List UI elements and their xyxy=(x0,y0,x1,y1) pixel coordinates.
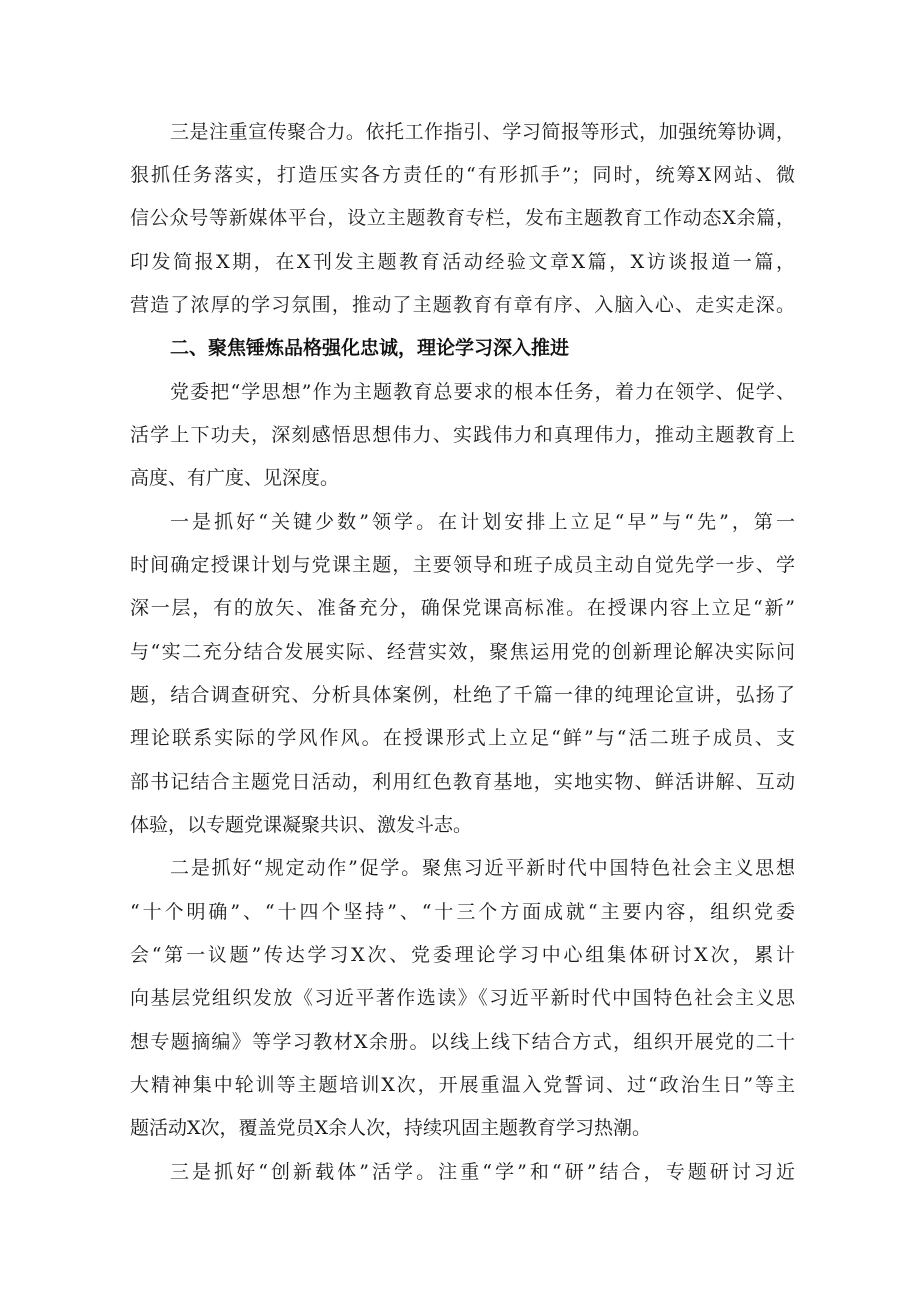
paragraph-line: 营造了浓厚的学习氛围，推动了主题教育有章有序、入脑入心、走实走深。 xyxy=(130,294,795,316)
paragraph-line: 三是抓好“创新载体”活学。注重“学”和“研”结合，专题研讨习近 xyxy=(170,1161,795,1183)
paragraph-line: 深一层，有的放矢、准备充分，确保党课高标准。在授课内容上立足“新” xyxy=(130,597,795,619)
paragraph-line: 信公众号等新媒体平台，设立主题教育专栏，发布主题教育工作动态X余篇， xyxy=(130,207,795,229)
paragraph-line: 会“第一议题”传达学习X次、党委理论学习中心组集体研讨X次，累计 xyxy=(130,944,795,966)
paragraph-line: 理论联系实际的学风作风。在授课形式上立足“鲜”与“活二班子成员、支 xyxy=(130,727,795,749)
paragraph-line: 体验，以专题党课凝聚共识、激发斗志。 xyxy=(130,814,473,836)
paragraph-line: 与“实二充分结合发展实际、经营实效，聚焦运用党的创新理论解决实际问 xyxy=(130,641,795,663)
paragraph-line: 题，结合调查研究、分析具体案例，杜绝了千篇一律的纯理论宣讲，弘扬了 xyxy=(130,684,795,706)
paragraph-line: “十个明确”、“十四个坚持”、“十三个方面成就“主要内容，组织党委 xyxy=(130,901,795,923)
paragraph-line: 党委把“学思想”作为主题教育总要求的根本任务，着力在领学、促学、 xyxy=(170,381,795,403)
paragraph-line: 题活动X次，覆盖党员X余人次，持续巩固主题教育学习热潮。 xyxy=(130,1117,652,1139)
paragraph-line: 三是注重宣传聚合力。依托工作指引、学习简报等形式，加强统筹协调， xyxy=(170,121,795,143)
paragraph-line: 想专题摘编》等学习教材X余册。以线上线下结合方式，组织开展党的二十 xyxy=(130,1031,795,1053)
paragraph-line: 时间确定授课计划与党课主题，主要领导和班子成员主动自觉先学一步、学 xyxy=(130,554,795,576)
paragraph-line: 印发简报X期，在X刊发主题教育活动经验文章X篇，X访谈报道一篇， xyxy=(130,251,795,273)
paragraph-line: 活学上下功夫，深刻感悟思想伟力、实践伟力和真理伟力，推动主题教育上 xyxy=(130,424,795,446)
paragraph-line: 向基层党组织发放《习近平著作选读》《习近平新时代中国特色社会主义思 xyxy=(130,987,795,1009)
paragraph-line: 部书记结合主题党日活动，利用红色教育基地，实地实物、鲜活讲解、互动 xyxy=(130,771,795,793)
paragraph-line: 二是抓好“规定动作”促学。聚焦习近平新时代中国特色社会主义思想 xyxy=(170,857,795,879)
section-heading: 二、聚焦锤炼品格强化忠诚，理论学习深入推进 xyxy=(170,337,570,359)
paragraph-line: 一是抓好“关键少数”领学。在计划安排上立足“早”与“先”，第一 xyxy=(170,511,795,533)
paragraph-line: 大精神集中轮训等主题培训X次，开展重温入党誓词、过“政治生日”等主 xyxy=(130,1074,795,1096)
paragraph-line: 高度、有广度、见深度。 xyxy=(130,467,340,489)
paragraph-line: 狠抓任务落实，打造压实各方责任的“有形抓手”；同时，统筹X网站、微 xyxy=(130,164,795,186)
